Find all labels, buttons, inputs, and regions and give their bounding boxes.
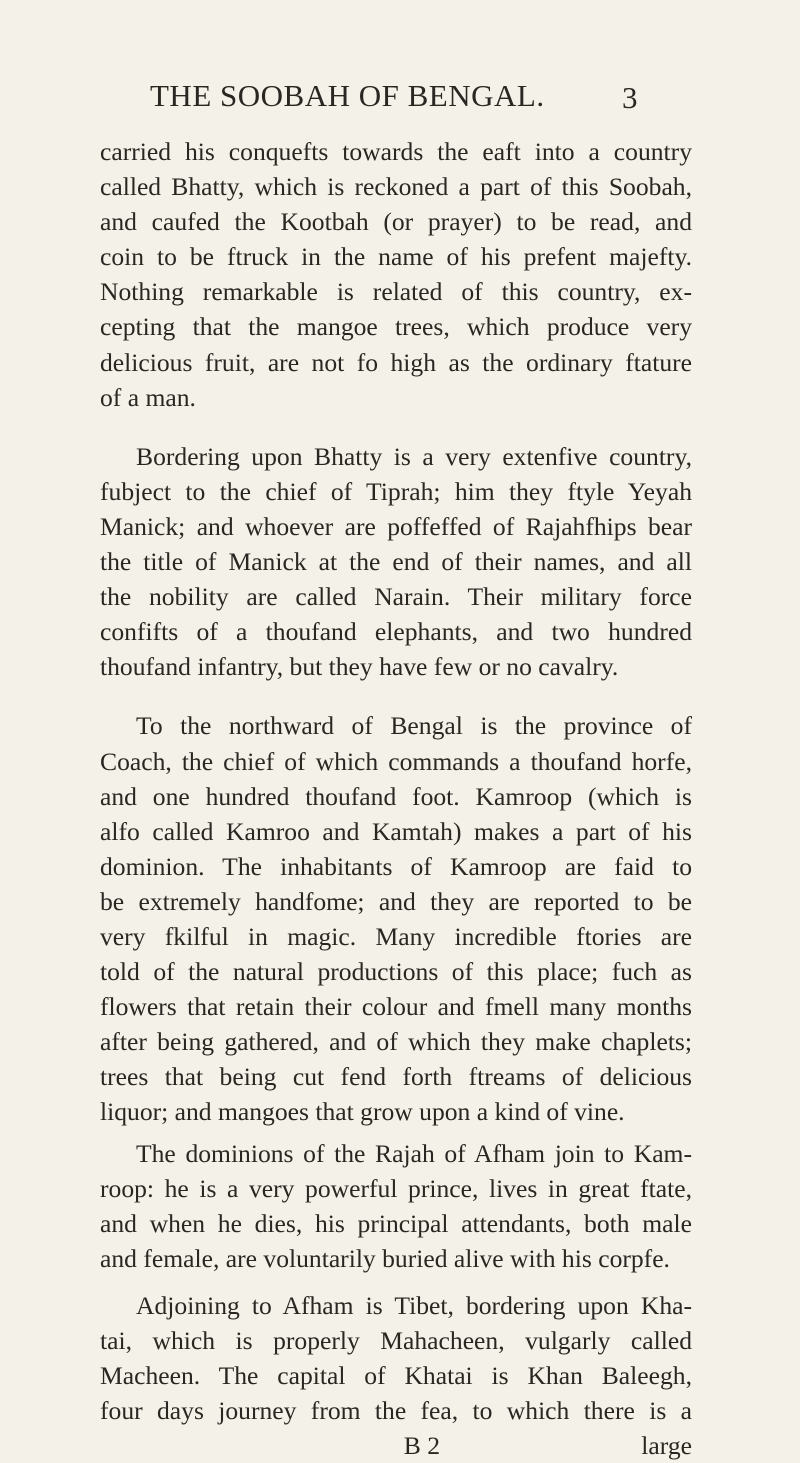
text-line: To the northward of Bengal is the province of (136, 711, 692, 741)
text-line: flowers that retain their colour and fmell many months (100, 992, 692, 1022)
text-line: the title of Manick at the end of their names, and all (100, 547, 692, 577)
text-line: after being gathered, and of which they make chaplets; (100, 1027, 692, 1057)
catch-line (100, 1428, 692, 1463)
text-line: and caufed the Kootbah (or prayer) to be read, and (100, 207, 692, 237)
text-line: very fkilful in magic. Many incredible ftories are (100, 921, 692, 951)
text-line: Adjoining to Afham is Tibet, bordering upon Kha- (136, 1290, 692, 1320)
paragraph-4 (100, 1136, 692, 1276)
paragraph-3 (100, 708, 692, 1129)
text-line: trees that being cut fend forth ftreams of delicious (100, 1062, 692, 1092)
text-line: four days journey from the fea, to which there is a (100, 1396, 692, 1426)
text-line: liquor; and mangoes that grow upon a kind of vine. (100, 1097, 625, 1127)
text-line: and one hundred thoufand foot. Kamroop (which is (100, 781, 692, 811)
text-line: alfo called Kamroo and Kamtah) makes a part of his (100, 816, 692, 846)
text-line: the nobility are called Narain. Their military force (100, 582, 692, 612)
body-text (100, 134, 692, 1463)
text-line: Manick; and whoever are poffeffed of Rajahfhips bear (100, 511, 692, 541)
paragraph-5 (100, 1288, 692, 1463)
text-line: be extremely handfome; and they are reported to be (100, 886, 692, 916)
text-line: Bordering upon Bhatty is a very extenfive country, (136, 441, 692, 471)
text-line: dominion. The inhabitants of Kamroop are faid to (100, 851, 692, 881)
text-line: confifts of a thoufand elephants, and two hundred (100, 617, 692, 647)
page-number: 3 (622, 80, 638, 115)
text-line: cepting that the mangoe trees, which produce very (100, 312, 692, 342)
text-line: tai, which is properly Mahacheen, vulgarly called (100, 1326, 692, 1355)
text-line: roop: he is a very powerful prince, lives in great ftate, (100, 1173, 692, 1203)
paragraph-1 (100, 134, 692, 415)
text-line: and when he dies, his principal attendants, both male (100, 1208, 692, 1238)
text-line: coin to be ftruck in the name of his prefent majefty. (100, 242, 692, 272)
text-line: of a man. (100, 382, 196, 412)
text-line: Coach, the chief of which commands a thoufand horfe, (100, 746, 692, 776)
text-line: called Bhatty, which is reckoned a part of this Soobah, (100, 172, 692, 202)
text-line: thoufand infantry, but they have few or no cavalry. (100, 652, 619, 682)
paragraph-2 (100, 439, 692, 685)
running-head: THE SOOBAH OF BENGAL. (150, 78, 545, 113)
catchword: large (641, 1431, 692, 1461)
text-line: delicious fruit, are not fo high as the ordinary ftature (100, 347, 692, 377)
text-line: carried his conquefts towards the eaft into a country (100, 137, 692, 166)
text-line: and female, are voluntarily buried alive with his corpfe. (100, 1243, 670, 1273)
text-line: Nothing remarkable is related of this country, ex- (100, 277, 692, 307)
text-line: told of the natural productions of this place; fuch as (100, 957, 692, 987)
signature-mark: B 2 (403, 1431, 440, 1461)
text-line: Macheen. The capital of Khatai is Khan Baleegh, (100, 1361, 692, 1391)
text-line: The dominions of the Rajah of Afham join to Kam- (136, 1138, 692, 1168)
text-line: fubject to the chief of Tiprah; him they ftyle Yeyah (100, 476, 692, 506)
